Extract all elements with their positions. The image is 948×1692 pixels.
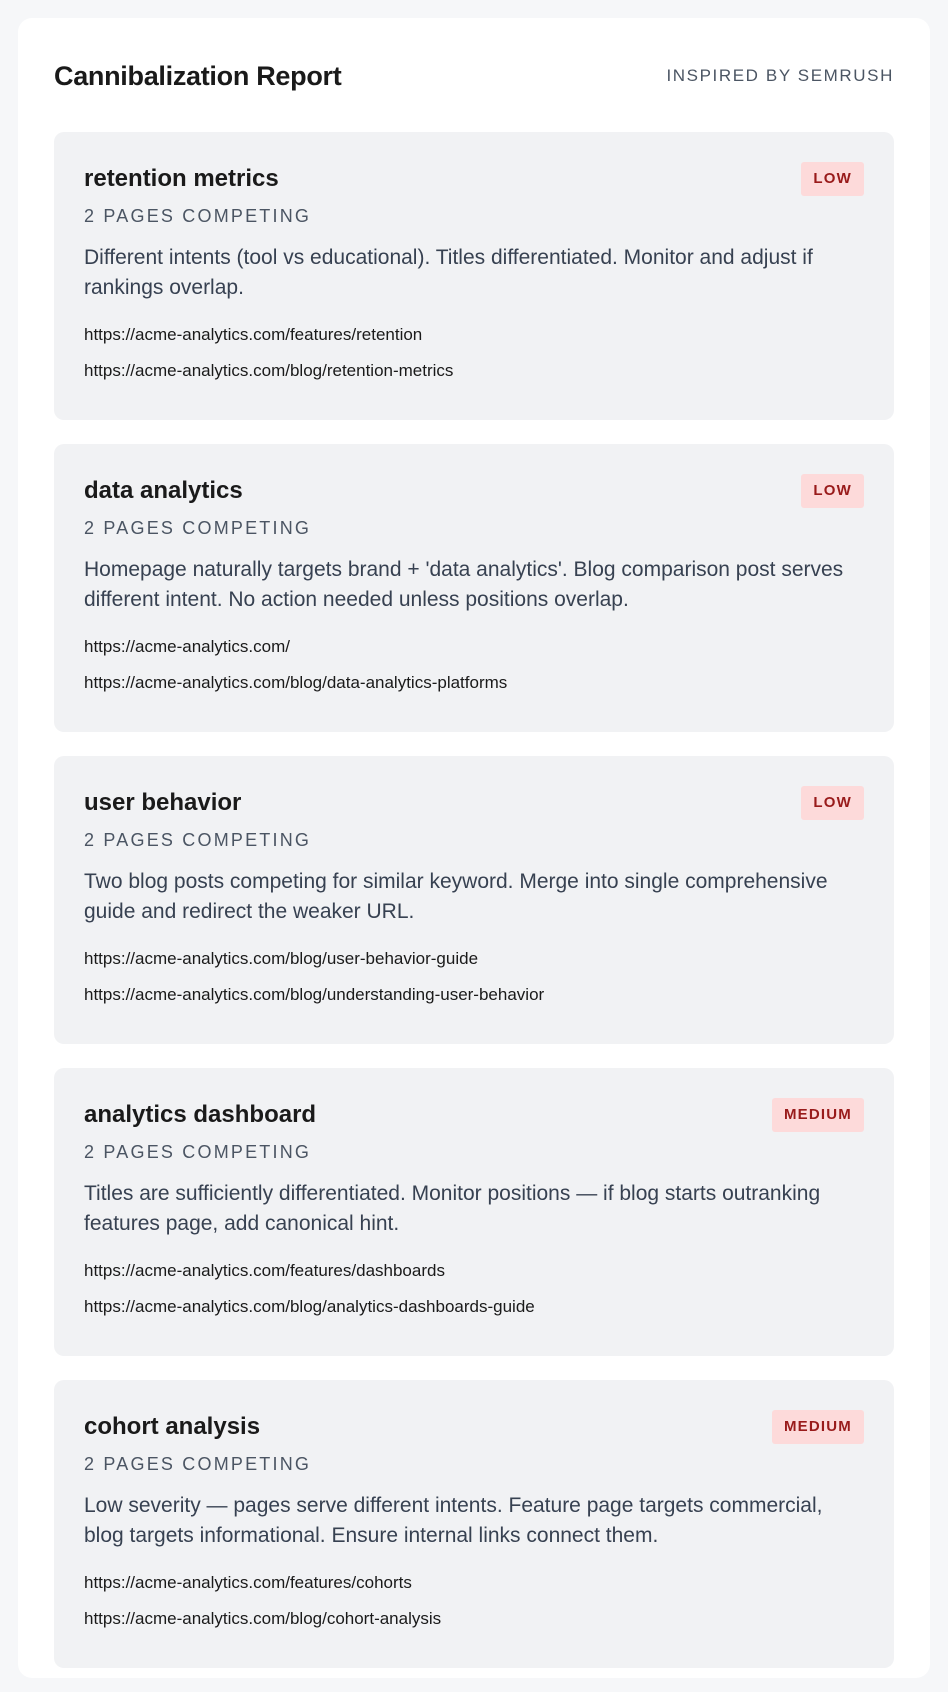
recommendation-text: Homepage naturally targets brand + 'data analytics'. Blog comparison post serves different intent. No action needed unless positions overlap.: [84, 558, 844, 611]
cannibalization-card: [54, 1068, 894, 1356]
competing-url[interactable]: https://acme-analytics.com/blog/understanding-user-behavior: [84, 985, 545, 1004]
competing-url[interactable]: https://acme-analytics.com/blog/retention-metrics: [84, 361, 454, 380]
cannibalization-card: [54, 756, 894, 1044]
competing-url[interactable]: https://acme-analytics.com/blog/user-behavior-guide: [84, 949, 479, 968]
cannibalization-list: [54, 132, 894, 1692]
competing-count: 2 PAGES COMPETING: [84, 1142, 312, 1162]
competing-count: 2 PAGES COMPETING: [84, 830, 312, 850]
cannibalization-card: [54, 132, 894, 420]
competing-count: 2 PAGES COMPETING: [84, 1454, 312, 1474]
keyword-title: data analytics: [84, 477, 243, 504]
competing-url[interactable]: https://acme-analytics.com/blog/data-analytics-platforms: [84, 673, 508, 692]
report-panel: [18, 18, 930, 1678]
url-list: [84, 317, 864, 389]
card-header: [84, 1098, 864, 1132]
severity-badge: LOW: [801, 162, 864, 196]
severity-badge: LOW: [801, 786, 864, 820]
keyword-title: cohort analysis: [84, 1413, 261, 1440]
cannibalization-card: [54, 1380, 894, 1668]
severity-badge: LOW: [801, 474, 864, 508]
page-title: Cannibalization Report: [54, 60, 342, 91]
recommendation-text: Low severity — pages serve different intents. Feature page targets commercial, blog targets informational. Ensure internal links connect them.: [84, 1494, 823, 1547]
keyword-title: analytics dashboard: [84, 1101, 317, 1128]
recommendation-text: Titles are sufficiently differentiated. Monitor positions — if blog starts outranking features page, add canonical hint.: [84, 1182, 821, 1235]
competing-url[interactable]: https://acme-analytics.com/blog/cohort-analysis: [84, 1609, 442, 1628]
competing-url[interactable]: https://acme-analytics.com/: [84, 637, 290, 656]
keyword-title: retention metrics: [84, 165, 279, 192]
competing-count: 2 PAGES COMPETING: [84, 206, 312, 226]
severity-badge: MEDIUM: [772, 1410, 864, 1444]
card-header: [84, 1410, 864, 1444]
competing-url[interactable]: https://acme-analytics.com/features/dashboards: [84, 1261, 445, 1280]
attribution-label: INSPIRED BY SEMRUSH: [666, 66, 894, 85]
competing-url[interactable]: https://acme-analytics.com/features/cohorts: [84, 1573, 412, 1592]
competing-count: 2 PAGES COMPETING: [84, 518, 312, 538]
keyword-title: user behavior: [84, 789, 242, 816]
report-header: [54, 58, 894, 94]
severity-badge: MEDIUM: [772, 1098, 864, 1132]
recommendation-text: Different intents (tool vs educational). Titles differentiated. Monitor and adjust if rankings overlap.: [84, 246, 813, 299]
url-list: [84, 1565, 864, 1637]
url-list: [84, 1253, 864, 1325]
cannibalization-card: [54, 444, 894, 732]
card-header: [84, 786, 864, 820]
competing-url[interactable]: https://acme-analytics.com/features/retention: [84, 325, 423, 344]
url-list: [84, 629, 864, 701]
competing-url[interactable]: https://acme-analytics.com/blog/analytics-dashboards-guide: [84, 1297, 535, 1316]
card-header: [84, 162, 864, 196]
card-header: [84, 474, 864, 508]
recommendation-text: Two blog posts competing for similar keyword. Merge into single comprehensive guide and redirect the weaker URL.: [84, 870, 828, 923]
url-list: [84, 941, 864, 1013]
